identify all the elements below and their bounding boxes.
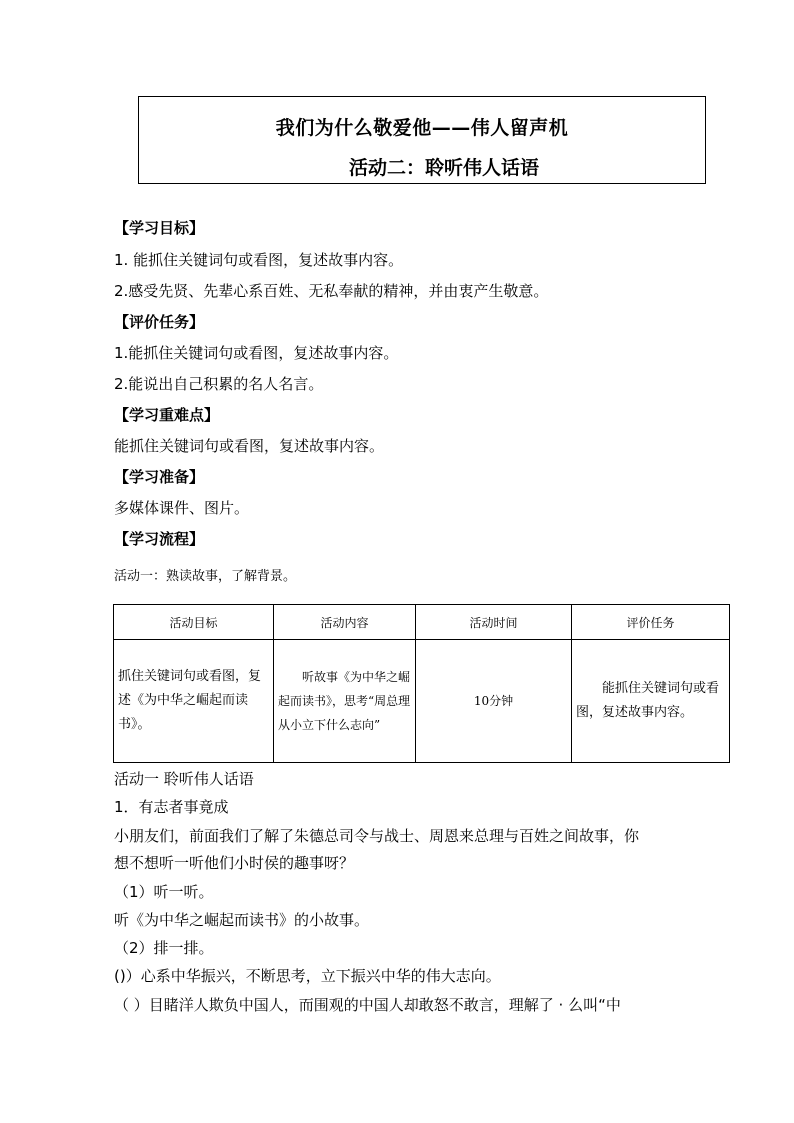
table-cell-content: 听故事《为中华之崛起而读书》，思考“周总理从小立下什么志向” bbox=[274, 640, 416, 763]
step-1-text: 听《为中华之崛起而读书》的小故事。 bbox=[114, 911, 370, 929]
table-header-goal: 活动目标 bbox=[114, 605, 274, 640]
table-cell-time: 10分钟 bbox=[416, 640, 572, 763]
activity-table bbox=[113, 604, 730, 763]
activity-intro: 活动一：熟读故事，了解背景。 bbox=[114, 569, 297, 584]
paragraph-1-line-1: 小朋友们，前面我们了解了朱德总司令与战士、周恩来总理与百姓之间故事，你 bbox=[114, 827, 640, 845]
table-cell-goal: 抓住关键词句或看图，复述《为中华之崛起而读书》。 bbox=[114, 640, 274, 763]
title-box bbox=[138, 96, 706, 184]
table-header-task: 评价任务 bbox=[572, 605, 730, 640]
document-subtitle: 活动二：聆听伟人话语 bbox=[349, 157, 540, 179]
preparation-heading: 【学习准备】 bbox=[114, 468, 205, 486]
objective-item-2: 2.感受先贤、先辈心系百姓、无私奉献的精神，并由衷产生敬意。 bbox=[114, 282, 549, 300]
evaluation-item-1: 1.能抓住关键词句或看图，复述故事内容。 bbox=[114, 344, 399, 362]
order-item-2: （ ）目睹洋人欺负中国人，而围观的中国人却敢怒不敢言，理解了 · 么叫“中 bbox=[114, 996, 621, 1014]
key-points-text: 能抓住关键词句或看图，复述故事内容。 bbox=[114, 437, 385, 455]
table-row bbox=[114, 640, 730, 763]
evaluation-heading: 【评价任务】 bbox=[114, 313, 205, 331]
table-header-content: 活动内容 bbox=[274, 605, 416, 640]
process-heading: 【学习流程】 bbox=[114, 530, 205, 548]
preparation-text: 多媒体课件、图片。 bbox=[114, 499, 250, 517]
table-header-row bbox=[114, 605, 730, 640]
evaluation-item-2: 2.能说出自己积累的名人名言。 bbox=[114, 375, 324, 393]
table-cell-task: 能抓住关键词句或看图，复述故事内容。 bbox=[572, 640, 730, 763]
point-1: 1．有志者事竟成 bbox=[114, 798, 229, 816]
step-2: （2）排一排。 bbox=[114, 939, 214, 957]
key-points-heading: 【学习重难点】 bbox=[114, 406, 220, 424]
document-title: 我们为什么敬爱他——伟人留声机 bbox=[275, 117, 569, 139]
order-item-1: ()）心系中华振兴，不断思考，立下振兴中华的伟大志向。 bbox=[114, 967, 501, 985]
objectives-heading: 【学习目标】 bbox=[114, 219, 205, 237]
paragraph-1-line-2: 想不想听一听他们小时侯的趣事呀？ bbox=[114, 854, 355, 872]
step-1: （1）听一听。 bbox=[114, 883, 214, 901]
activity-title: 活动一 聆听伟人话语 bbox=[114, 770, 254, 788]
table-header-time: 活动时间 bbox=[416, 605, 572, 640]
objective-item-1: 1. 能抓住关键词句或看图，复述故事内容。 bbox=[114, 251, 404, 269]
